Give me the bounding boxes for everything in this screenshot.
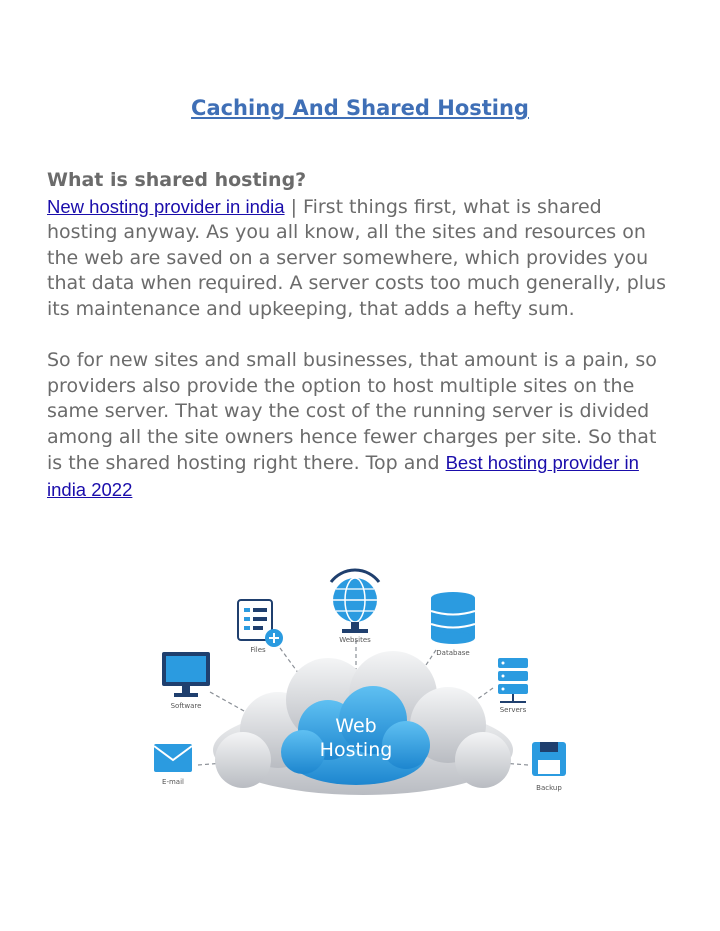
backup-floppy-icon [532,742,566,792]
page-title: Caching And Shared Hosting [191,96,529,120]
database-icon [431,592,475,657]
label-database: Database [436,649,470,657]
paragraph-2 [47,348,677,503]
label-email: E-mail [162,778,184,786]
paragraph-2-text: So for new sites and small businesses, that amount is a pain, so providers also provide the option to host multiple sites on the same server. That way the cost of the running server is divided among all the site owners hence fewer charges per site. So that is the shared hosting right there. Top and [47,349,657,474]
paragraph-1-text: | First things first, what is shared hosting anyway. As you all know, all the sites and resources on the web are saved on a server somewhere, which provides you that data when required. A server costs too much generally, plus its maintenance and upkeeping, that adds a hefty sum. [47,195,666,320]
best-hosting-provider-link[interactable]: Best hosting provider in india 2022 [47,452,639,500]
label-files: Files [250,646,266,654]
article-body [47,168,677,503]
center-label-hosting: Hosting [319,739,393,761]
paragraph-1 [47,168,677,322]
label-backup: Backup [536,784,562,792]
software-monitor-icon [162,652,210,710]
label-software: Software [170,702,202,710]
email-envelope-icon [154,744,192,786]
web-hosting-diagram [148,560,578,830]
web-hosting-illustration [148,560,578,830]
section-heading: What is shared hosting? [47,169,307,191]
servers-icon [498,658,528,714]
websites-globe-icon [331,570,379,644]
files-icon [238,600,283,654]
new-hosting-provider-link[interactable]: New hosting provider in india [47,195,285,217]
label-servers: Servers [499,706,527,714]
center-label-web: Web [335,715,377,737]
label-websites: Websites [339,636,371,644]
